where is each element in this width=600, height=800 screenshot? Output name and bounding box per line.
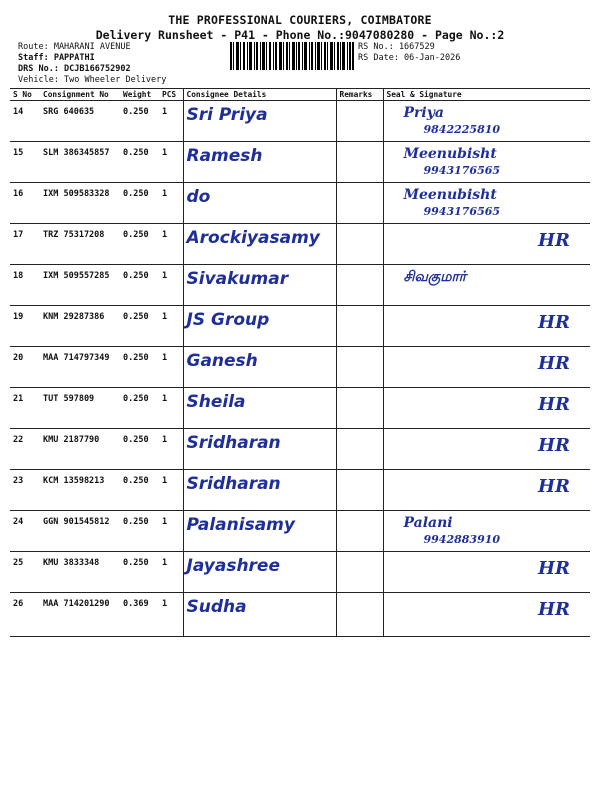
- row-signature: [383, 306, 590, 347]
- row-consignment: SRG 640635: [40, 101, 120, 142]
- row-weight: 0.250: [120, 265, 159, 306]
- row-pcs: 1: [159, 101, 183, 142]
- barcode: [230, 42, 354, 70]
- row-pcs: 1: [159, 142, 183, 183]
- signature-main: HR: [538, 476, 570, 497]
- row-consignee: Jayashree: [183, 552, 336, 593]
- row-pcs: 1: [159, 388, 183, 429]
- row-consignment: KMU 3833348: [40, 552, 120, 593]
- table-row: [10, 101, 590, 142]
- row-consignment: KCM 13598213: [40, 470, 120, 511]
- row-sno: 15: [10, 142, 40, 183]
- row-signature: [383, 470, 590, 511]
- row-consignment: KNM 29287386: [40, 306, 120, 347]
- col-pcs-header: PCS: [159, 89, 183, 101]
- signature-main: Palani: [403, 515, 453, 531]
- col-seal-header: Seal & Signature: [383, 89, 590, 101]
- row-weight: 0.250: [120, 470, 159, 511]
- meta-right-block: [358, 42, 460, 64]
- row-consignment: IXM 509557285: [40, 265, 120, 306]
- row-remarks: [336, 593, 383, 637]
- route-line: Route: MAHARANI AVENUE: [18, 42, 131, 52]
- table-row: [10, 265, 590, 306]
- row-remarks: [336, 347, 383, 388]
- row-consignee: Sridharan: [183, 470, 336, 511]
- row-sno: 16: [10, 183, 40, 224]
- row-weight: 0.250: [120, 347, 159, 388]
- row-consignee: Ganesh: [183, 347, 336, 388]
- row-signature: [383, 183, 590, 224]
- signature-phone: 9943176565: [423, 164, 501, 177]
- signature-main: HR: [538, 435, 570, 456]
- company-title: THE PROFESSIONAL COURIERS, COIMBATORE: [168, 13, 432, 27]
- row-signature: [383, 142, 590, 183]
- row-sno: 22: [10, 429, 40, 470]
- signature-main: HR: [538, 312, 570, 333]
- row-consignee: do: [183, 183, 336, 224]
- row-remarks: [336, 470, 383, 511]
- table-row: [10, 347, 590, 388]
- row-remarks: [336, 183, 383, 224]
- row-pcs: 1: [159, 552, 183, 593]
- row-sno: 14: [10, 101, 40, 142]
- row-consignee: Sri Priya: [183, 101, 336, 142]
- rs-date-line: RS Date: 06-Jan-2026: [358, 53, 461, 63]
- table-row: [10, 429, 590, 470]
- row-signature: [383, 388, 590, 429]
- signature-phone: 9942883910: [423, 533, 501, 546]
- row-remarks: [336, 552, 383, 593]
- row-signature: [383, 593, 590, 637]
- row-weight: 0.250: [120, 388, 159, 429]
- row-consignee: Sudha: [183, 593, 336, 637]
- row-remarks: [336, 265, 383, 306]
- row-consignee: Palanisamy: [183, 511, 336, 552]
- signature-main: HR: [538, 230, 570, 251]
- signature-main: Meenubisht: [403, 146, 497, 162]
- row-remarks: [336, 511, 383, 552]
- row-pcs: 1: [159, 470, 183, 511]
- row-remarks: [336, 429, 383, 470]
- row-remarks: [336, 306, 383, 347]
- row-signature: [383, 101, 590, 142]
- signature-main: Meenubisht: [403, 187, 497, 203]
- signature-main: சிவகுமார்: [403, 269, 467, 285]
- row-remarks: [336, 224, 383, 265]
- row-sno: 20: [10, 347, 40, 388]
- row-consignment: MAA 714797349: [40, 347, 120, 388]
- row-consignee: Sheila: [183, 388, 336, 429]
- row-consignee: Ramesh: [183, 142, 336, 183]
- row-consignment: MAA 714201290: [40, 593, 120, 637]
- table-row: [10, 306, 590, 347]
- row-sno: 18: [10, 265, 40, 306]
- row-signature: [383, 511, 590, 552]
- row-pcs: 1: [159, 224, 183, 265]
- row-weight: 0.250: [120, 183, 159, 224]
- table-row: [10, 593, 590, 637]
- signature-main: HR: [538, 599, 570, 620]
- row-remarks: [336, 388, 383, 429]
- row-remarks: [336, 142, 383, 183]
- col-remarks-header: Remarks: [336, 89, 383, 101]
- table-row: [10, 142, 590, 183]
- row-weight: 0.250: [120, 429, 159, 470]
- row-signature: [383, 265, 590, 306]
- row-pcs: 1: [159, 347, 183, 388]
- col-sno-header: S No: [10, 89, 40, 101]
- signature-phone: 9943176565: [423, 205, 501, 218]
- row-weight: 0.250: [120, 511, 159, 552]
- row-sno: 24: [10, 511, 40, 552]
- row-weight: 0.250: [120, 306, 159, 347]
- row-sno: 21: [10, 388, 40, 429]
- col-consignee-header: Consignee Details: [183, 89, 336, 101]
- row-weight: 0.250: [120, 224, 159, 265]
- table-row: [10, 183, 590, 224]
- row-signature: [383, 224, 590, 265]
- signature-main: HR: [538, 394, 570, 415]
- runsheet-title: Delivery Runsheet - P41 - Phone No.:9047080280 - Page No.:2: [95, 28, 505, 42]
- row-pcs: 1: [159, 593, 183, 637]
- table-row: [10, 224, 590, 265]
- row-consignee: Sivakumar: [183, 265, 336, 306]
- row-weight: 0.250: [120, 552, 159, 593]
- row-pcs: 1: [159, 306, 183, 347]
- meta-left-block: [18, 42, 166, 86]
- row-sno: 23: [10, 470, 40, 511]
- table-row: [10, 388, 590, 429]
- table-row: [10, 552, 590, 593]
- row-consignment: GGN 901545812: [40, 511, 120, 552]
- row-consignee: JS Group: [183, 306, 336, 347]
- runsheet-table: [10, 88, 590, 637]
- row-consignment: KMU 2187790: [40, 429, 120, 470]
- row-pcs: 1: [159, 429, 183, 470]
- row-consignment: TUT 597809: [40, 388, 120, 429]
- row-sno: 17: [10, 224, 40, 265]
- row-signature: [383, 429, 590, 470]
- table-header-row: [10, 89, 590, 101]
- staff-line: Staff: PAPPATHI: [18, 53, 95, 63]
- row-consignee: Sridharan: [183, 429, 336, 470]
- signature-main: Priya: [403, 105, 444, 121]
- row-pcs: 1: [159, 265, 183, 306]
- row-consignment: SLM 386345857: [40, 142, 120, 183]
- drs-line: DRS No.: DCJB166752902: [18, 64, 131, 74]
- row-pcs: 1: [159, 511, 183, 552]
- vehicle-line: Vehicle: Two Wheeler Delivery: [18, 75, 167, 85]
- row-sno: 26: [10, 593, 40, 637]
- row-signature: [383, 347, 590, 388]
- signature-main: HR: [538, 558, 570, 579]
- row-weight: 0.250: [120, 142, 159, 183]
- signature-phone: 9842225810: [423, 123, 501, 136]
- rs-no-line: RS No.: 1667529: [358, 42, 435, 52]
- row-remarks: [336, 101, 383, 142]
- row-consignee: Arockiyasamy: [183, 224, 336, 265]
- col-weight-header: Weight: [120, 89, 159, 101]
- col-consignment-header: Consignment No: [40, 89, 120, 101]
- row-sno: 19: [10, 306, 40, 347]
- signature-main: HR: [538, 353, 570, 374]
- row-consignment: IXM 509583328: [40, 183, 120, 224]
- row-pcs: 1: [159, 183, 183, 224]
- table-row: [10, 511, 590, 552]
- row-weight: 0.250: [120, 101, 159, 142]
- row-weight: 0.369: [120, 593, 159, 637]
- row-sno: 25: [10, 552, 40, 593]
- row-consignment: TRZ 75317208: [40, 224, 120, 265]
- table-row: [10, 470, 590, 511]
- row-signature: [383, 552, 590, 593]
